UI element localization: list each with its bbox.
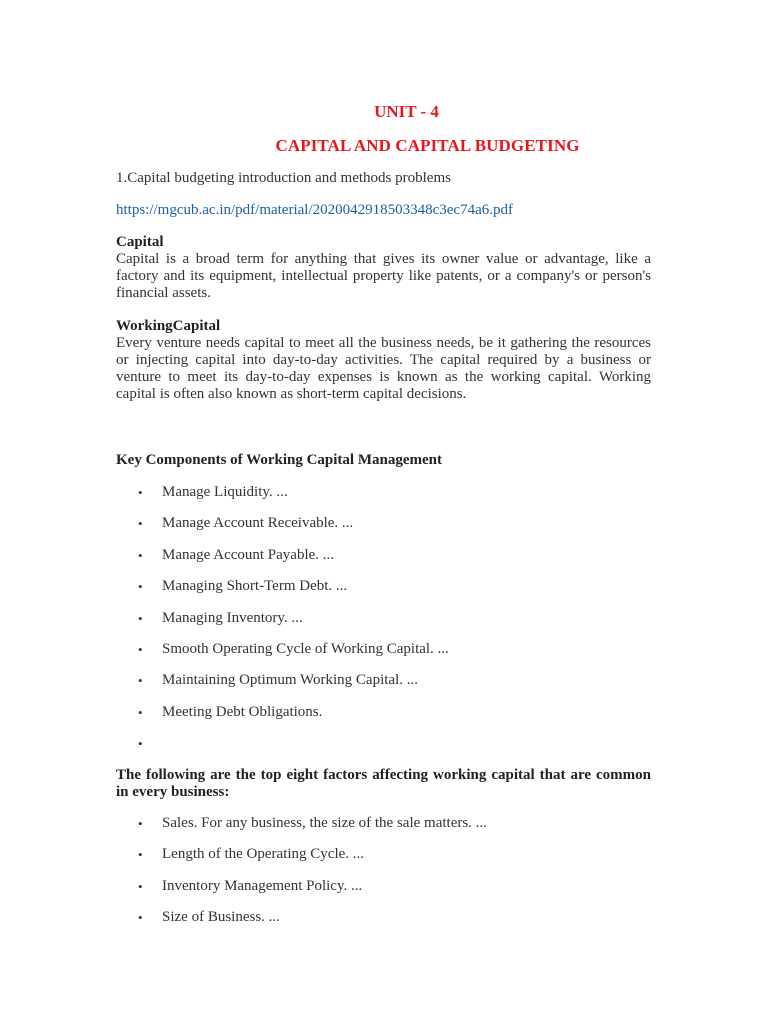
list-item bbox=[116, 735, 449, 766]
list-item-text: Inventory Management Policy. ... bbox=[162, 877, 363, 894]
bullet-icon: • bbox=[138, 641, 143, 657]
working-capital-body: Every venture needs capital to meet all the business needs, be it gathering the resources or injecting capital into day-to-day activities. The capital required by a business or venture to meet its day-to-day expenses is known as the working capital. Working capital is often also known as short-term capital decisions. bbox=[116, 335, 651, 402]
intro-line: 1.Capital budgeting introduction and methods problems bbox=[116, 170, 451, 186]
list-item-text: Managing Inventory. ... bbox=[162, 609, 303, 626]
list-item-text: Sales. For any business, the size of the sale matters. ... bbox=[162, 815, 487, 831]
bullet-icon: • bbox=[138, 847, 143, 863]
list-item bbox=[116, 909, 487, 940]
bullet-icon: • bbox=[138, 579, 143, 595]
list-item bbox=[116, 878, 487, 909]
working-capital-section bbox=[116, 318, 651, 403]
bullet-icon: • bbox=[138, 610, 143, 626]
list-item bbox=[116, 846, 487, 877]
working-capital-heading: WorkingCapital bbox=[116, 318, 221, 334]
list-item-text: Manage Account Payable. ... bbox=[162, 546, 335, 563]
key-components-heading: Key Components of Working Capital Management bbox=[116, 452, 442, 468]
list-item bbox=[116, 610, 449, 641]
list-item bbox=[116, 484, 449, 515]
unit-title: UNIT - 4 bbox=[374, 102, 439, 121]
list-item-text: Length of the Operating Cycle. ... bbox=[162, 846, 365, 863]
list-item bbox=[116, 704, 449, 735]
list-item bbox=[116, 641, 449, 672]
list-item-text: Managing Short-Term Debt. ... bbox=[162, 578, 348, 595]
list-item-text: Meeting Debt Obligations. bbox=[162, 703, 323, 720]
list-item-text: Smooth Operating Cycle of Working Capital. ... bbox=[162, 640, 449, 657]
list-item bbox=[116, 578, 449, 609]
capital-body: Capital is a broad term for anything that gives its owner value or advantage, like a factory and its equipment, intellectual property like patents, or a company's or person's financial assets. bbox=[116, 251, 651, 301]
factors-list bbox=[116, 815, 487, 941]
list-item bbox=[116, 815, 487, 846]
bullet-icon: • bbox=[138, 816, 143, 831]
list-item-text: Size of Business. ... bbox=[162, 909, 280, 926]
list-item bbox=[116, 547, 449, 578]
bullet-icon: • bbox=[138, 516, 143, 532]
bullet-icon: • bbox=[138, 878, 143, 894]
list-item-text: Manage Account Receivable. ... bbox=[162, 515, 354, 532]
main-title: CAPITAL AND CAPITAL BUDGETING bbox=[275, 136, 580, 155]
bullet-icon: • bbox=[138, 910, 143, 926]
list-item bbox=[116, 672, 449, 703]
bullet-icon: • bbox=[138, 736, 143, 752]
list-item-text: Maintaining Optimum Working Capital. ... bbox=[162, 672, 418, 689]
bullet-icon: • bbox=[138, 704, 143, 720]
capital-heading: Capital bbox=[116, 234, 164, 250]
factors-heading: The following are the top eight factors affecting working capital that are common in every business: bbox=[116, 767, 651, 800]
bullet-icon: • bbox=[138, 673, 143, 689]
material-link[interactable]: https://mgcub.ac.in/pdf/material/2020042918503348c3ec74a6.pdf bbox=[116, 202, 513, 218]
bullet-icon: • bbox=[138, 547, 143, 563]
list-item-text: Manage Liquidity. ... bbox=[162, 484, 288, 500]
list-item bbox=[116, 515, 449, 546]
capital-section bbox=[116, 234, 651, 302]
bullet-icon: • bbox=[138, 485, 143, 500]
key-components-list bbox=[116, 484, 449, 767]
